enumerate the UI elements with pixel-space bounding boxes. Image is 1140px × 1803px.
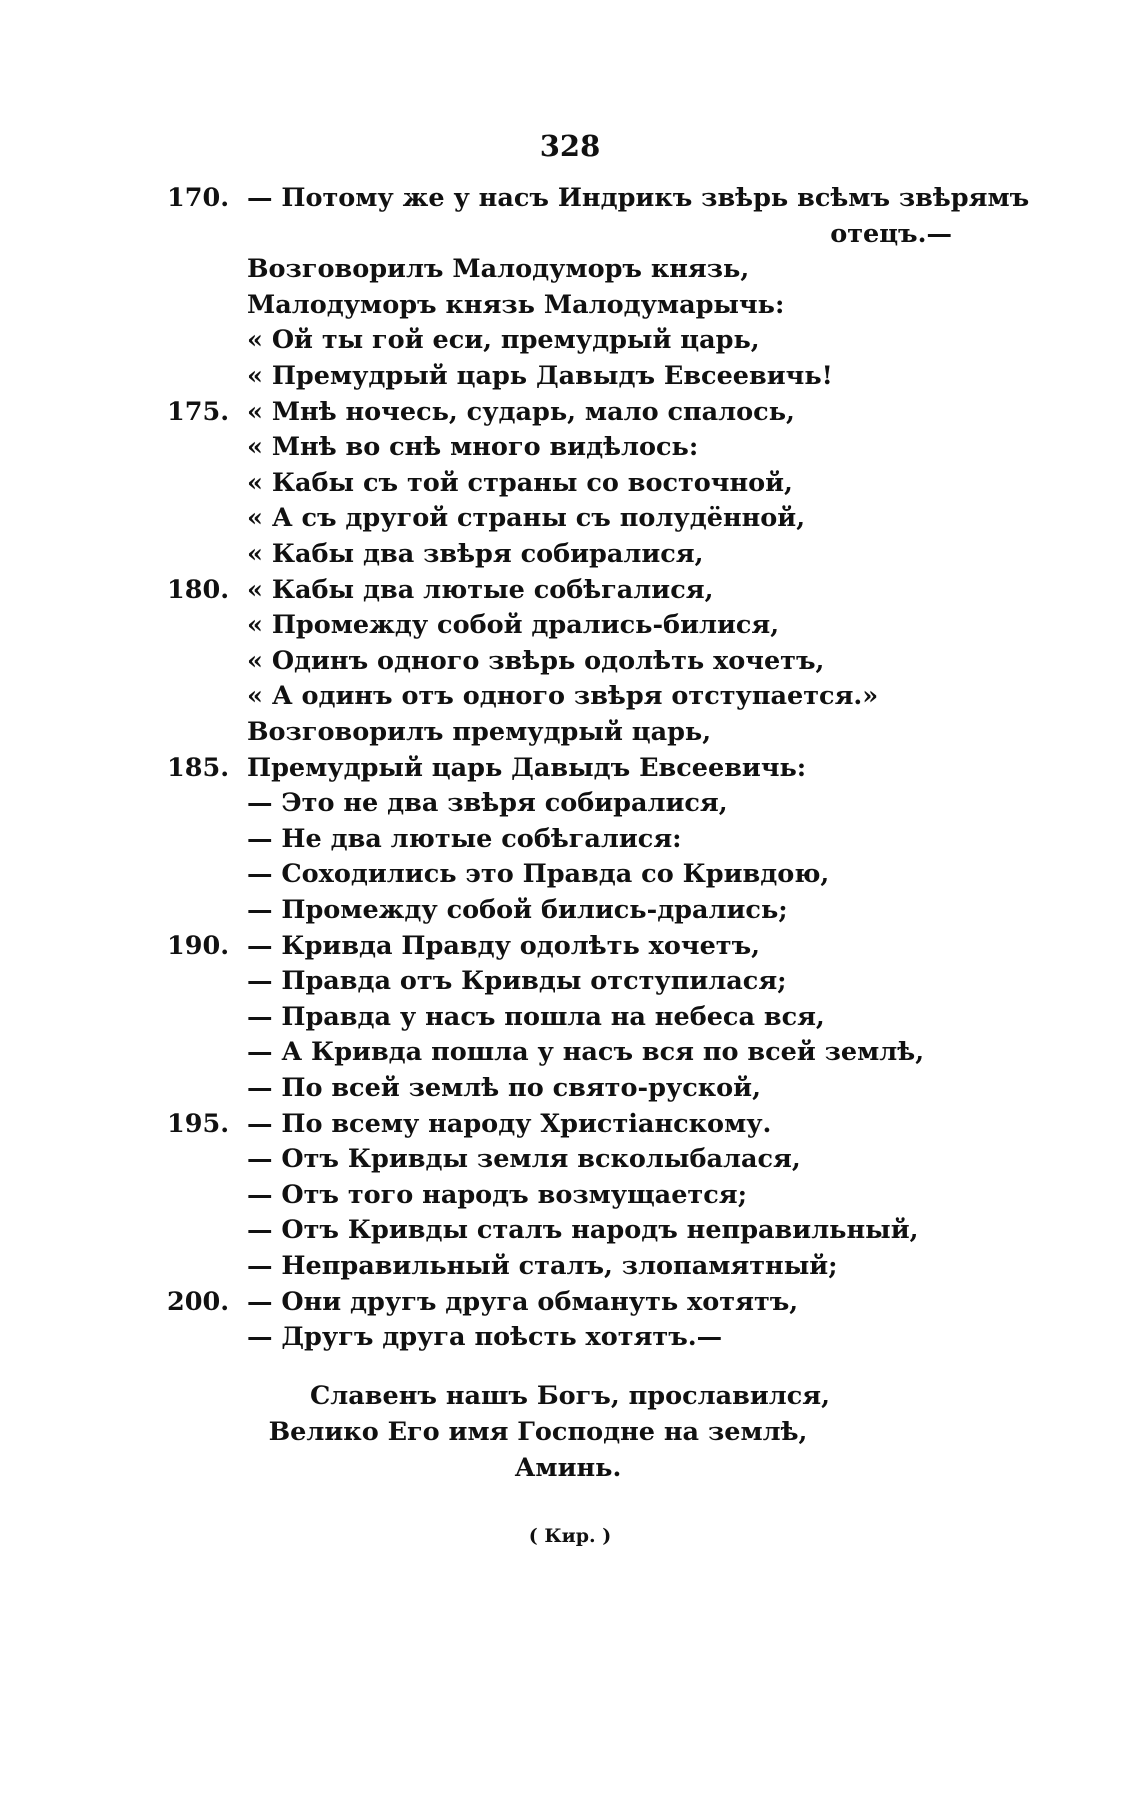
page-number: 328 xyxy=(539,129,601,163)
verse-line xyxy=(0,928,1140,964)
verse-line xyxy=(0,999,1140,1035)
verse-line xyxy=(0,963,1140,999)
verse-line xyxy=(0,1070,1140,1106)
line-text: « А съ другой страны съ полудённой, xyxy=(247,503,806,534)
verse-line xyxy=(0,251,1140,287)
verse-line xyxy=(0,750,1140,786)
verse-line xyxy=(0,1177,1140,1213)
line-text: Малодуморъ князь Малодумарычь: xyxy=(247,289,785,320)
verse-line xyxy=(0,394,1140,430)
line-text: — Другъ друга поѣсть хотятъ.— xyxy=(247,1322,723,1353)
line-text: — Отъ Кривды сталъ народъ неправильный, xyxy=(247,1215,919,1246)
line-text: — По всей землѣ по свято-руской, xyxy=(247,1073,761,1103)
line-number: 190. xyxy=(167,930,230,961)
line-number: 195. xyxy=(167,1108,230,1139)
line-number: 180. xyxy=(167,574,230,605)
line-text: — Промежду собой бились-дрались; xyxy=(247,895,788,925)
line-text: — Это не два звѣря собиралися, xyxy=(247,788,728,819)
line-text: отецъ.— xyxy=(830,218,952,249)
line-text: « Кабы съ той страны со восточной, xyxy=(247,467,793,498)
line-text: — Отъ того народъ возмущается; xyxy=(247,1179,748,1210)
line-text: Возговорилъ премудрый царь, xyxy=(247,717,712,747)
verse-line xyxy=(0,287,1140,323)
verse-line xyxy=(0,1284,1140,1320)
line-text: — Потому же у насъ Индрикъ звѣрь всѣмъ звѣрямъ xyxy=(247,183,1030,213)
line-number: 185. xyxy=(167,752,230,783)
verse-line xyxy=(0,678,1140,714)
line-text: « Одинъ одного звѣрь одолѣть хочетъ, xyxy=(247,645,825,676)
line-text: — Кривда Правду одолѣть хочетъ, xyxy=(247,930,761,961)
line-text: — Они другъ друга обмануть хотятъ, xyxy=(247,1286,799,1317)
line-text: — По всему народу Христіанскому. xyxy=(247,1108,772,1139)
verse-line xyxy=(0,358,1140,394)
verse-line xyxy=(0,714,1140,750)
line-text: — Правда у насъ пошла на небеса вся, xyxy=(247,1001,825,1032)
line-text: « Премудрый царь Давыдъ Евсеевичь! xyxy=(247,361,833,391)
line-text: « Ой ты гой еси, премудрый царь, xyxy=(247,325,760,356)
line-text: « Кабы два лютые собѣгалися, xyxy=(247,574,714,605)
line-text: « Мнѣ во снѣ много видѣлось: xyxy=(247,432,699,463)
closing-line: Славенъ нашъ Богъ, прославился, xyxy=(310,1381,830,1411)
closing-line: Велико Его имя Господне на землѣ, xyxy=(268,1417,808,1447)
verse-line xyxy=(0,429,1140,465)
verse-line xyxy=(0,607,1140,643)
line-text: « Кабы два звѣря собиралися, xyxy=(247,539,704,569)
line-text: Возговорилъ Малодуморъ князь, xyxy=(247,254,750,285)
verse-line xyxy=(0,892,1140,928)
closing-line: Аминь. xyxy=(514,1453,622,1483)
line-text: — А Кривда пошла у насъ вся по всей землѣ, xyxy=(247,1037,925,1068)
verse-line xyxy=(0,216,1140,252)
verse-line xyxy=(0,643,1140,679)
verse-line xyxy=(0,856,1140,892)
verse-line xyxy=(0,500,1140,536)
verse-line xyxy=(0,536,1140,572)
verse-line xyxy=(0,572,1140,608)
verse-line xyxy=(0,785,1140,821)
verse-line xyxy=(0,1141,1140,1177)
verse-line xyxy=(0,1319,1140,1355)
verse-line xyxy=(0,180,1140,216)
line-text: — Отъ Кривды земля всколыбалася, xyxy=(247,1144,801,1175)
line-text: — Не два лютые собѣгалися: xyxy=(247,823,682,854)
verse-line xyxy=(0,465,1140,501)
line-text: « А одинъ отъ одного звѣря отступается.» xyxy=(247,681,879,712)
verse-line xyxy=(0,821,1140,857)
line-text: — Неправильный сталъ, злопамятный; xyxy=(247,1251,838,1281)
line-text: — Правда отъ Кривды отступилася; xyxy=(247,966,787,997)
line-text: — Соходились это Правда со Кривдою, xyxy=(247,859,830,890)
source-note: ( Кир. ) xyxy=(528,1525,612,1547)
verse-line xyxy=(0,1248,1140,1284)
line-text: « Промежду собой дрались-билися, xyxy=(247,610,780,641)
verse-line xyxy=(0,1212,1140,1248)
verse-line xyxy=(0,1034,1140,1070)
line-number: 170. xyxy=(167,183,230,213)
line-number: 175. xyxy=(167,396,230,427)
verse-line xyxy=(0,322,1140,358)
line-text: « Мнѣ ночесь, сударь, мало спалось, xyxy=(247,396,795,427)
line-number: 200. xyxy=(167,1286,230,1317)
verse-line xyxy=(0,1106,1140,1142)
line-text: Премудрый царь Давыдъ Евсеевичь: xyxy=(247,752,807,783)
